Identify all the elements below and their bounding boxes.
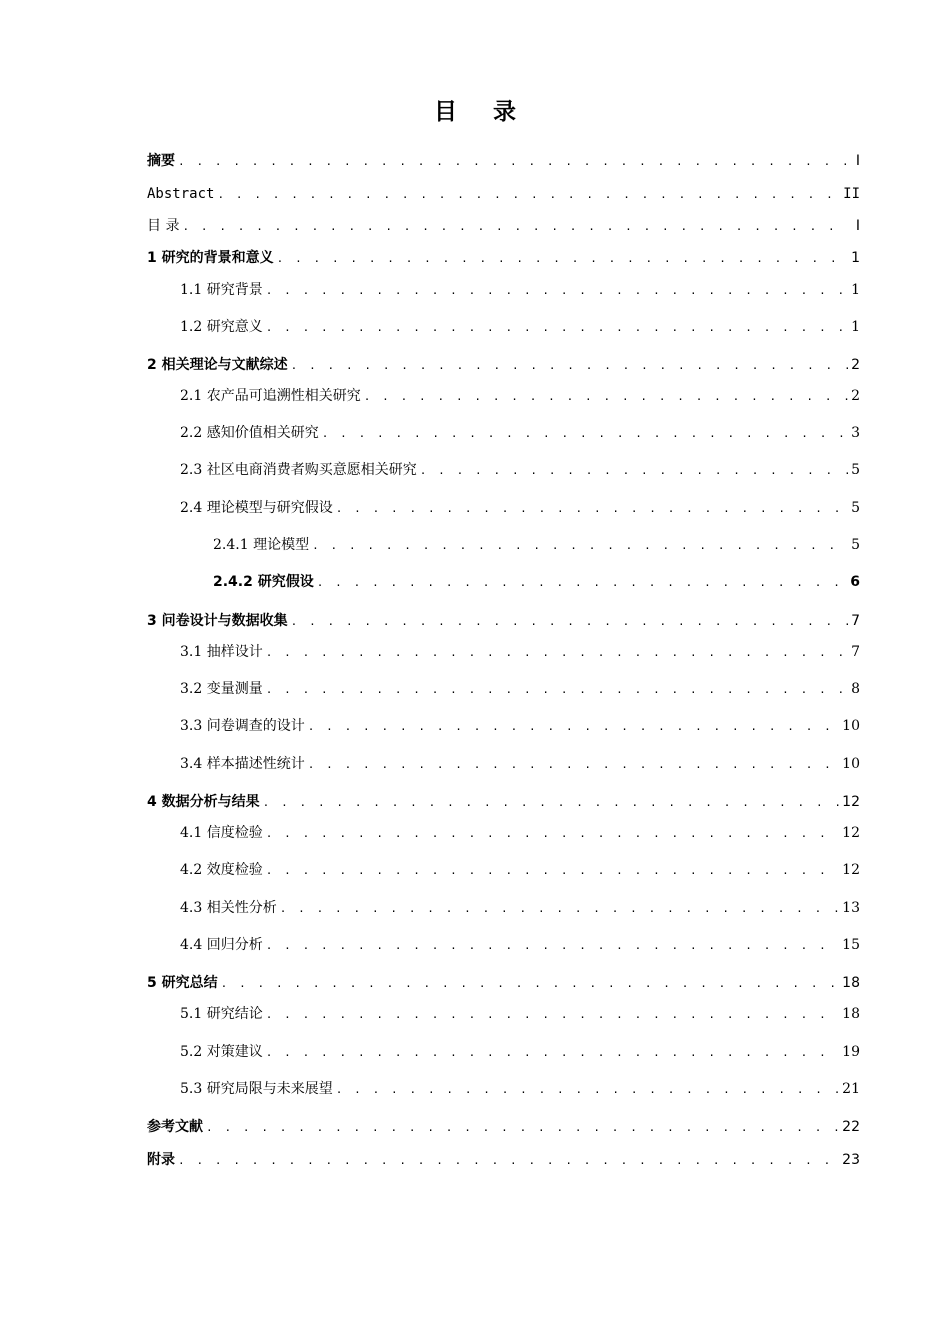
toc-leader-dots [266,823,839,845]
toc-entry-page: 5 [851,537,860,553]
toc-entry-section-4-2[interactable] [180,859,860,881]
toc-entry-section-4-1[interactable] [180,822,860,844]
toc-leader-dots [336,1079,839,1101]
toc-entry-section-4-4[interactable] [180,934,860,956]
toc-entry-chapter-3[interactable] [147,610,860,632]
toc-entry-label: 2.4.1 理论模型 [213,537,310,553]
toc-entry-section-3-3[interactable] [180,715,860,737]
toc-entry-page: 18 [842,1006,860,1022]
toc-leader-dots [266,317,848,339]
toc-entry-label: 目 录 [147,218,180,234]
toc-entry-references[interactable] [147,1116,860,1138]
toc-entry-page: I [855,153,860,169]
toc-entry-page: 2 [851,388,860,404]
toc-entry-label: 3 问卷设计与数据收集 [147,613,288,629]
toc-entry-section-5-2[interactable] [180,1041,860,1063]
toc-leader-dots [266,1042,839,1064]
toc-entry-page: 22 [842,1119,860,1135]
toc-entry-abstract-cn[interactable] [147,150,860,172]
toc-entry-section-2-4-2[interactable] [213,571,860,593]
toc-entry-section-2-4-1[interactable] [213,534,860,556]
toc-entry-label: 3.1 抽样设计 [180,644,263,660]
toc-entry-label: 5.3 研究局限与未来展望 [180,1081,333,1097]
toc-entry-page: 7 [851,644,860,660]
toc-entry-page: 10 [842,718,860,734]
toc-entry-page: 5 [851,500,860,516]
toc-entry-label: 3.3 问卷调查的设计 [180,718,305,734]
toc-leader-dots [291,355,848,377]
toc-leader-dots [217,184,840,206]
toc-entry-label: 3.4 样本描述性统计 [180,756,305,772]
toc-entry-label: 4 数据分析与结果 [147,794,260,810]
toc-leader-dots [266,860,839,882]
toc-entry-page: 12 [842,862,860,878]
toc-leader-dots [308,754,839,776]
toc-entry-label: 摘要 [147,153,175,169]
toc-entry-chapter-4[interactable] [147,791,860,813]
toc-entry-label: 3.2 变量测量 [180,681,263,697]
toc-entry-section-2-1[interactable] [180,385,860,407]
toc-entry-page: 3 [851,425,860,441]
toc-entry-label: 1.1 研究背景 [180,282,263,298]
toc-entry-section-5-3[interactable] [180,1078,860,1100]
toc-entry-section-4-3[interactable] [180,897,860,919]
toc-leader-dots [280,898,839,920]
toc-entry-page: 15 [842,937,860,953]
toc-leader-dots [221,973,840,995]
toc-entry-section-1-1[interactable] [180,279,860,301]
toc-entry-label: 2.1 农产品可追溯性相关研究 [180,388,361,404]
toc-entry-page: I [855,218,860,234]
toc-leader-dots [182,216,849,238]
toc-entry-label: 1 研究的背景和意义 [147,250,274,266]
toc-leader-dots [178,1150,839,1172]
toc-leader-dots [420,460,848,482]
toc-entry-chapter-1[interactable] [147,247,860,269]
toc-entry-label: 2.4 理论模型与研究假设 [180,500,333,516]
toc-leader-dots [312,535,848,557]
toc-entry-appendix[interactable] [147,1149,860,1171]
toc-entry-label: 4.1 信度检验 [180,825,263,841]
toc-leader-dots [317,572,848,594]
toc-entry-section-2-3[interactable] [180,459,860,481]
toc-leader-dots [322,423,848,445]
toc-entry-section-5-1[interactable] [180,1003,860,1025]
toc-entry-chapter-2[interactable] [147,354,860,376]
toc-entry-page: II [843,186,860,202]
toc-entry-page: 13 [842,900,860,916]
toc-entry-page: 12 [842,825,860,841]
toc-entry-page: 12 [842,794,860,810]
toc-entry-page: 2 [851,357,860,373]
toc-entry-page: 18 [842,975,860,991]
toc-leader-dots [277,248,848,270]
toc-entry-chapter-5[interactable] [147,972,860,994]
toc-entry-section-3-2[interactable] [180,678,860,700]
toc-entry-label: 4.4 回归分析 [180,937,263,953]
toc-leader-dots [206,1117,839,1139]
toc-entry-page: 6 [850,574,860,590]
toc-entry-page: 1 [851,250,860,266]
toc-entry-contents[interactable] [147,215,860,237]
toc-leader-dots [266,935,839,957]
toc-entry-label: 2.4.2 研究假设 [213,574,314,590]
toc-entry-label: 4.3 相关性分析 [180,900,277,916]
toc-entry-section-3-4[interactable] [180,753,860,775]
toc-entry-page: 19 [842,1044,860,1060]
toc-entry-label: 1.2 研究意义 [180,319,263,335]
toc-entry-label: 5.2 对策建议 [180,1044,263,1060]
toc-entry-section-2-2[interactable] [180,422,860,444]
toc-leader-dots [364,386,848,408]
toc-leader-dots [291,611,848,633]
toc-leader-dots [336,498,848,520]
toc-leader-dots [308,716,839,738]
toc-entry-section-3-1[interactable] [180,641,860,663]
toc-entry-page: 1 [851,319,860,335]
toc-leader-dots [266,679,848,701]
toc-entry-label: 2.2 感知价值相关研究 [180,425,319,441]
toc-entry-page: 7 [851,613,860,629]
toc-leader-dots [178,151,849,173]
page-title: 目 录 [433,99,530,125]
toc-entry-label: 附录 [147,1152,175,1168]
toc-entry-label: 参考文献 [147,1119,203,1135]
toc-entry-label: 4.2 效度检验 [180,862,263,878]
toc-leader-dots [266,280,848,302]
toc-entry-section-1-2[interactable] [180,316,860,338]
toc-entry-label: 2 相关理论与文献综述 [147,357,288,373]
toc-entry-page: 10 [842,756,860,772]
toc-entry-abstract-en[interactable] [147,183,860,205]
toc-entry-page: 21 [842,1081,860,1097]
toc-entry-page: 1 [851,282,860,298]
toc-leader-dots [266,1004,839,1026]
toc-entry-label: 2.3 社区电商消费者购买意愿相关研究 [180,462,417,478]
toc-leader-dots [266,642,848,664]
toc-entry-label: 5 研究总结 [147,975,218,991]
toc-entry-page: 23 [842,1152,860,1168]
toc-entry-section-2-4[interactable] [180,497,860,519]
toc-entry-label: Abstract [147,186,215,202]
toc-entry-label: 5.1 研究结论 [180,1006,263,1022]
toc-entry-page: 8 [851,681,860,697]
toc-entry-page: 5 [851,462,860,478]
toc-leader-dots [263,792,840,814]
